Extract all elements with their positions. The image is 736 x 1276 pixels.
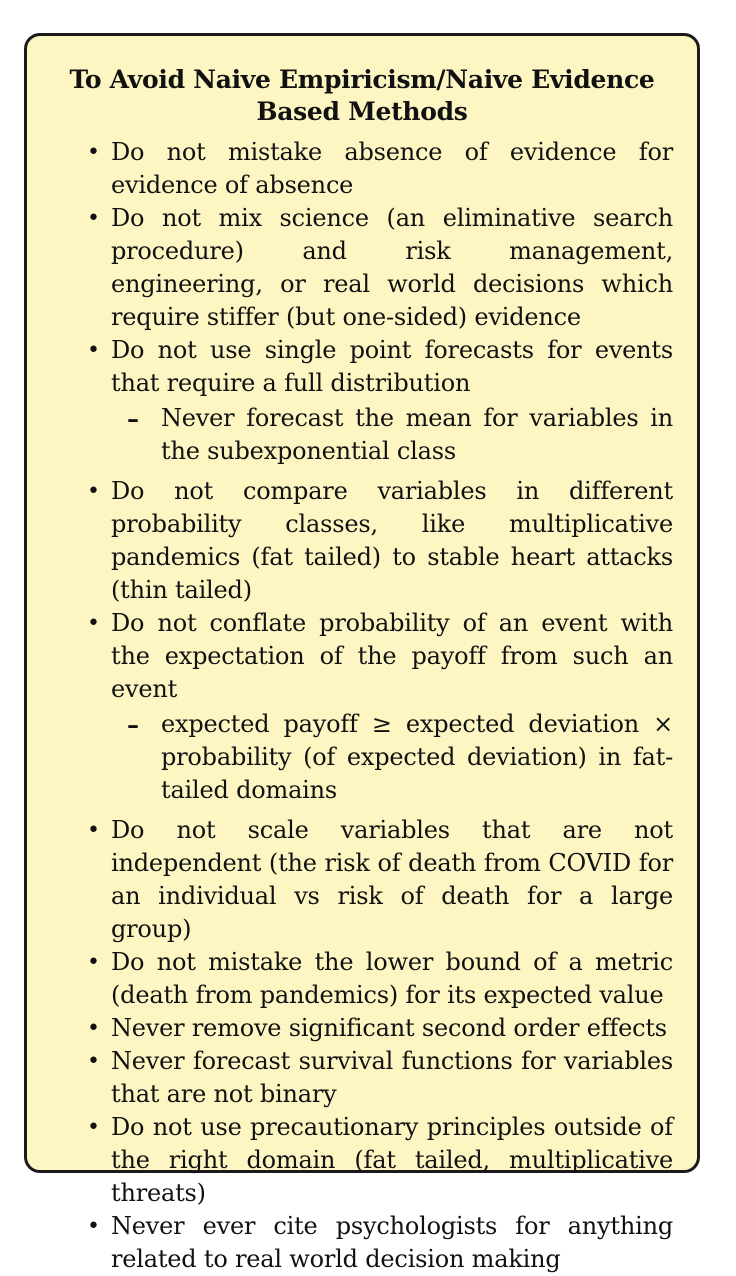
list-item <box>87 136 673 202</box>
list-item-text: Do not use precautionary principles outside of the right domain (fat tailed, multiplicative threats) <box>111 1113 673 1207</box>
list-item <box>87 202 673 334</box>
list-item-text: Do not scale variables that are not independent (the risk of death from COVID for an individual vs risk of death for a large group) <box>111 816 673 943</box>
bullet-icon: • <box>87 1115 100 1140</box>
dash-icon: – <box>127 710 139 739</box>
list-item-text: Do not compare variables in different probability classes, like multiplicative pandemics (fat tailed) to stable heart attacks (thin tailed) <box>111 477 673 604</box>
bullet-icon: • <box>87 338 100 363</box>
bullet-icon: • <box>87 206 100 231</box>
bullet-icon: • <box>87 140 100 165</box>
guideline-list <box>87 136 673 1276</box>
bullet-icon: • <box>87 611 100 636</box>
bullet-icon: • <box>87 479 100 504</box>
list-item <box>87 334 673 400</box>
sub-list-item-text: expected payoff ≥ expected deviation × probability (of expected deviation) in fat-tailed domains <box>161 710 673 804</box>
list-item <box>87 1111 673 1210</box>
list-item-text: Do not use single point forecasts for events that require a full distribution <box>111 336 673 397</box>
list-item <box>87 475 673 607</box>
bullet-icon: • <box>87 818 100 843</box>
list-item-text: Do not conflate probability of an event with the expectation of the payoff from such an event <box>111 609 673 703</box>
bullet-icon: • <box>87 950 100 975</box>
sub-list-item <box>87 402 673 468</box>
list-item-text: Do not mistake the lower bound of a metric (death from pandemics) for its expected value <box>111 948 673 1009</box>
dash-icon: – <box>127 404 139 433</box>
list-item <box>87 1012 673 1045</box>
list-item <box>87 1045 673 1111</box>
list-item <box>87 1210 673 1276</box>
list-item-text: Never ever cite psychologists for anything related to real world decision making <box>111 1212 673 1273</box>
sub-list-item-text: Never forecast the mean for variables in the subexponential class <box>161 404 673 465</box>
list-item <box>87 814 673 946</box>
bullet-icon: • <box>87 1049 100 1074</box>
list-item-text: Never forecast survival functions for variables that are not binary <box>111 1047 673 1108</box>
list-item <box>87 607 673 706</box>
list-item-text: Never remove significant second order effects <box>111 1014 667 1042</box>
list-item-text: Do not mix science (an eliminative search procedure) and risk management, engineering, or real world decisions which require stiffer (but one-sided) evidence <box>111 204 673 331</box>
list-item <box>87 946 673 1012</box>
callout-box <box>24 33 700 1273</box>
sub-list-item <box>87 708 673 807</box>
list-item-text: Do not mistake absence of evidence for evidence of absence <box>111 138 673 199</box>
bullet-icon: • <box>87 1214 100 1239</box>
bullet-icon: • <box>87 1016 100 1041</box>
box-title: To Avoid Naive Empiricism/Naive Evidence Based Methods <box>69 65 655 126</box>
